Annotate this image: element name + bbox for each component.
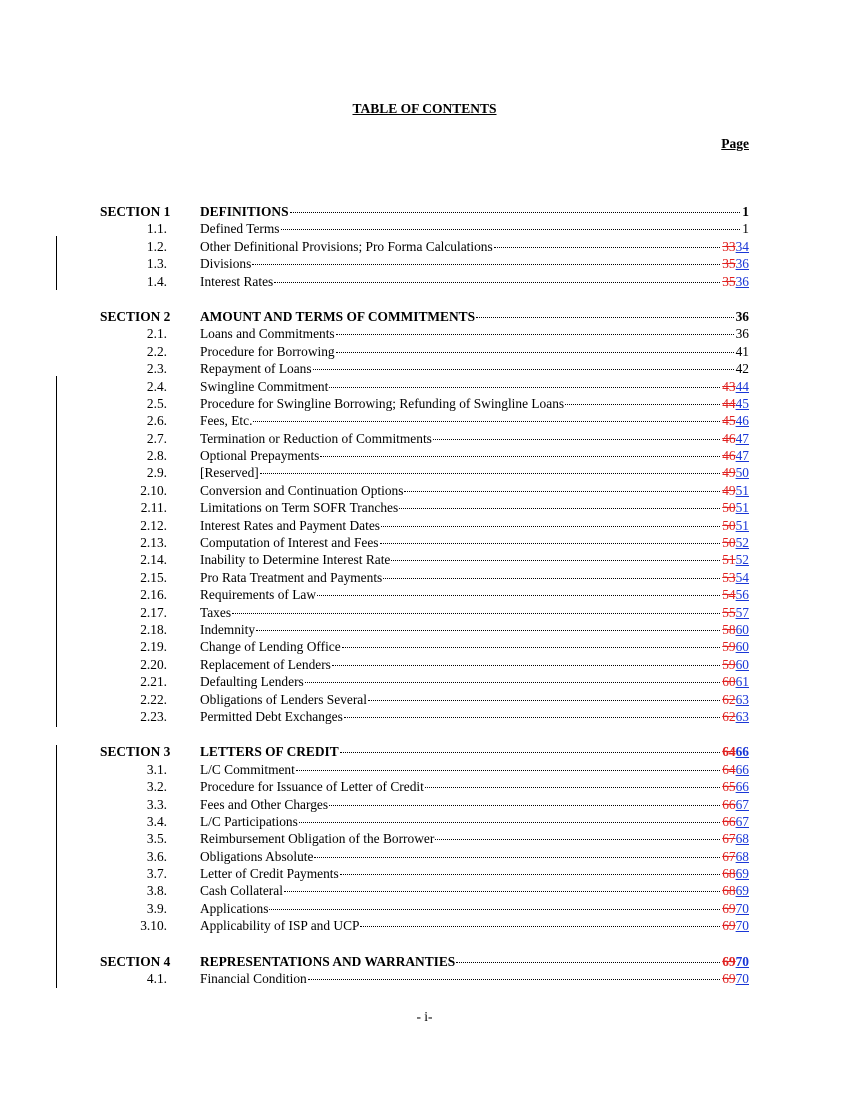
- page-title: TABLE OF CONTENTS: [352, 101, 497, 116]
- deleted-page-number: 55: [722, 604, 736, 620]
- toc-entry-row[interactable]: [100, 796, 749, 813]
- page-number[interactable]: 41: [735, 343, 749, 359]
- entry-title[interactable]: Procedure for Issuance of Letter of Credit: [200, 779, 424, 795]
- entry-title[interactable]: Reimbursement Obligation of the Borrower: [200, 831, 435, 847]
- page-number[interactable]: [722, 447, 749, 464]
- toc-entry-row[interactable]: [100, 430, 749, 447]
- entry-title[interactable]: Letter of Credit Payments: [200, 866, 339, 882]
- deleted-page-number: 49: [722, 482, 736, 498]
- page-number[interactable]: [722, 743, 749, 760]
- toc-entry-row[interactable]: [100, 778, 749, 795]
- entry-title[interactable]: Applications: [200, 900, 269, 916]
- section-number: SECTION 1: [100, 204, 171, 219]
- entry-title[interactable]: Divisions: [200, 256, 252, 272]
- deleted-page-number: 60: [722, 674, 736, 690]
- entry-title[interactable]: Requirements of Law: [200, 587, 317, 603]
- entry-title[interactable]: Inability to Determine Interest Rate: [200, 552, 391, 568]
- inserted-page-number[interactable]: 36: [735, 273, 749, 289]
- section-number: SECTION 3: [100, 744, 171, 760]
- page-number[interactable]: [722, 830, 749, 847]
- section-title[interactable]: LETTERS OF CREDIT: [200, 744, 339, 760]
- deleted-page-number: 45: [722, 413, 736, 429]
- toc-entry-row[interactable]: [100, 673, 749, 690]
- entry-title[interactable]: Cash Collateral: [200, 883, 283, 899]
- toc-entry-row[interactable]: [100, 830, 749, 847]
- toc-section-row[interactable]: [100, 953, 749, 970]
- page-number[interactable]: [722, 604, 749, 621]
- toc-entry-row[interactable]: [100, 656, 749, 673]
- deleted-page-number: 59: [722, 656, 736, 672]
- entry-number: 2.4.: [146, 378, 167, 394]
- entry-number: 3.10.: [140, 918, 167, 934]
- entry-title[interactable]: Loans and Commitments: [200, 326, 335, 342]
- inserted-page-number[interactable]: 44: [735, 378, 749, 394]
- inserted-page-number[interactable]: 46: [735, 413, 749, 429]
- entry-title[interactable]: Obligations of Lenders Several: [200, 691, 367, 707]
- inserted-page-number[interactable]: 51: [735, 500, 749, 516]
- toc-entry-row[interactable]: [100, 900, 749, 917]
- page-number[interactable]: [722, 778, 749, 795]
- entry-number: 2.15.: [140, 569, 167, 585]
- page-number[interactable]: 1: [742, 204, 749, 219]
- page-number[interactable]: [722, 813, 749, 830]
- entry-number: 2.5.: [146, 395, 167, 411]
- page-number[interactable]: [722, 586, 749, 603]
- entry-number: 2.23.: [140, 708, 167, 724]
- inserted-page-number[interactable]: 70: [735, 900, 749, 916]
- toc-section-row[interactable]: [100, 203, 749, 220]
- entry-title[interactable]: Limitations on Term SOFR Tranches: [200, 500, 399, 516]
- dot-leader: [290, 212, 741, 213]
- deleted-page-number: 69: [722, 953, 736, 969]
- dot-leader: [476, 317, 734, 318]
- deleted-page-number: 62: [722, 691, 736, 707]
- toc-entry-row[interactable]: [100, 220, 749, 237]
- inserted-page-number[interactable]: 45: [735, 395, 749, 411]
- toc-entry-row[interactable]: [100, 761, 749, 778]
- deleted-page-number: 50: [722, 517, 736, 533]
- page-number[interactable]: [722, 395, 749, 412]
- page-number[interactable]: [722, 882, 749, 899]
- toc-section: [100, 953, 749, 988]
- entry-title[interactable]: Termination or Reduction of Commitments: [200, 430, 432, 446]
- toc-entry-row[interactable]: [100, 325, 749, 342]
- dot-leader: [404, 491, 720, 492]
- inserted-page-number[interactable]: 34: [735, 238, 749, 254]
- inserted-page-number[interactable]: 69: [735, 883, 749, 899]
- page-number[interactable]: [722, 691, 749, 708]
- entry-title[interactable]: Interest Rates: [200, 273, 274, 289]
- page-number[interactable]: [722, 238, 749, 255]
- entry-title[interactable]: Procedure for Borrowing: [200, 343, 335, 359]
- dot-leader: [314, 857, 720, 858]
- entry-number: 3.5.: [146, 831, 167, 847]
- dot-leader: [425, 787, 720, 788]
- deleted-page-number: 59: [722, 639, 736, 655]
- dot-leader: [253, 421, 720, 422]
- page-number[interactable]: [722, 761, 749, 778]
- deleted-page-number: 67: [722, 848, 736, 864]
- entry-title[interactable]: Conversion and Continuation Options: [200, 482, 404, 498]
- entry-number: 3.3.: [146, 796, 167, 812]
- toc-entry-row[interactable]: [100, 708, 749, 725]
- toc-entry-row[interactable]: [100, 517, 749, 534]
- dot-leader: [342, 647, 721, 648]
- entry-title[interactable]: Procedure for Swingline Borrowing; Refunding of Swingline Loans: [200, 395, 565, 411]
- inserted-page-number[interactable]: 69: [735, 866, 749, 882]
- entry-number: 3.8.: [146, 883, 167, 899]
- page-number[interactable]: [722, 534, 749, 551]
- entry-number: 2.10.: [140, 482, 167, 498]
- dot-leader: [360, 926, 720, 927]
- entry-title[interactable]: Replacement of Lenders: [200, 656, 331, 672]
- entry-number: 2.19.: [140, 639, 167, 655]
- deleted-page-number: 66: [722, 813, 736, 829]
- deleted-page-number: 65: [722, 779, 736, 795]
- toc-entry-row[interactable]: [100, 534, 749, 551]
- page-number[interactable]: [722, 970, 749, 987]
- inserted-page-number[interactable]: 57: [735, 604, 749, 620]
- toc-entry-row[interactable]: [100, 917, 749, 934]
- entry-number: 2.8.: [146, 448, 167, 464]
- page-number[interactable]: [722, 900, 749, 917]
- inserted-page-number[interactable]: 70: [735, 953, 749, 969]
- inserted-page-number[interactable]: 60: [735, 621, 749, 637]
- dot-leader: [281, 229, 741, 230]
- toc-entry-row[interactable]: [100, 412, 749, 429]
- inserted-page-number[interactable]: 63: [735, 691, 749, 707]
- inserted-page-number[interactable]: 54: [735, 569, 749, 585]
- deleted-page-number: 69: [722, 971, 736, 987]
- dot-leader: [344, 717, 720, 718]
- entry-number: 2.12.: [140, 517, 167, 533]
- entry-number: 3.1.: [146, 761, 167, 777]
- toc-entry-row[interactable]: [100, 551, 749, 568]
- entry-title[interactable]: Taxes: [200, 604, 232, 620]
- entry-number: 2.11.: [140, 500, 167, 516]
- toc-entry-row[interactable]: [100, 586, 749, 603]
- inserted-page-number[interactable]: 63: [735, 708, 749, 724]
- entry-number: 2.1.: [146, 326, 167, 342]
- entry-title[interactable]: Pro Rata Treatment and Payments: [200, 569, 383, 585]
- toc-entry-row[interactable]: [100, 604, 749, 621]
- dot-leader: [399, 508, 720, 509]
- toc-entry-row[interactable]: [100, 882, 749, 899]
- entry-title[interactable]: Change of Lending Office: [200, 639, 341, 655]
- toc-entry-row[interactable]: [100, 638, 749, 655]
- entry-number: 1.4.: [146, 273, 167, 289]
- deleted-page-number: 69: [722, 918, 736, 934]
- page-number[interactable]: [722, 255, 749, 272]
- section-number: SECTION 2: [100, 308, 171, 324]
- deleted-page-number: 64: [722, 761, 736, 777]
- page-number[interactable]: [722, 378, 749, 395]
- page-number[interactable]: [722, 412, 749, 429]
- toc-entry-row[interactable]: [100, 273, 749, 290]
- entry-number: 2.2.: [146, 343, 167, 359]
- page-number[interactable]: [722, 517, 749, 534]
- dot-leader: [313, 369, 734, 370]
- entry-title[interactable]: Interest Rates and Payment Dates: [200, 517, 380, 533]
- entry-number: 2.7.: [146, 430, 167, 446]
- dot-leader: [317, 595, 720, 596]
- page-number[interactable]: [722, 464, 749, 481]
- page-number[interactable]: [722, 638, 749, 655]
- deleted-page-number: 49: [722, 465, 736, 481]
- page-number-footer: - i-: [416, 1009, 433, 1024]
- inserted-page-number[interactable]: 56: [735, 587, 749, 603]
- dot-leader: [368, 700, 720, 701]
- dot-leader: [565, 404, 720, 405]
- toc-entry-row[interactable]: [100, 447, 749, 464]
- dot-leader: [329, 805, 720, 806]
- entry-title[interactable]: Financial Condition: [200, 971, 307, 987]
- page-number[interactable]: 36: [735, 308, 749, 324]
- entry-title[interactable]: L/C Participations: [200, 813, 298, 829]
- page-number[interactable]: 42: [735, 361, 749, 377]
- entry-number: 2.14.: [140, 552, 167, 568]
- change-bar: [56, 745, 57, 988]
- page-number[interactable]: [722, 273, 749, 290]
- toc-section-row[interactable]: [100, 308, 749, 325]
- page-number[interactable]: [722, 673, 749, 690]
- inserted-page-number[interactable]: 67: [735, 813, 749, 829]
- section-title[interactable]: REPRESENTATIONS AND WARRANTIES: [200, 953, 456, 969]
- dot-leader: [391, 560, 720, 561]
- page-number[interactable]: 36: [735, 326, 749, 342]
- page-number[interactable]: [722, 430, 749, 447]
- page-number[interactable]: [722, 621, 749, 638]
- toc-entry-row[interactable]: [100, 464, 749, 481]
- inserted-page-number[interactable]: 47: [735, 448, 749, 464]
- entry-number: 2.13.: [140, 535, 167, 551]
- page-number[interactable]: 1: [742, 221, 749, 237]
- entry-title[interactable]: Fees and Other Charges: [200, 796, 329, 812]
- dot-leader: [269, 909, 720, 910]
- toc-entry-row[interactable]: [100, 395, 749, 412]
- entry-number: 2.21.: [140, 674, 167, 690]
- dot-leader: [252, 264, 720, 265]
- deleted-page-number: 67: [722, 831, 736, 847]
- page-number[interactable]: [722, 482, 749, 499]
- toc-entry-row[interactable]: [100, 569, 749, 586]
- entry-number: 3.6.: [146, 848, 167, 864]
- entry-number: 3.2.: [146, 779, 167, 795]
- inserted-page-number[interactable]: 61: [735, 674, 749, 690]
- toc-entry-row[interactable]: [100, 499, 749, 516]
- dot-leader: [308, 979, 720, 980]
- deleted-page-number: 44: [722, 395, 736, 411]
- page-number[interactable]: [722, 848, 749, 865]
- page-number[interactable]: [722, 569, 749, 586]
- inserted-page-number[interactable]: 66: [735, 744, 749, 760]
- deleted-page-number: 54: [722, 587, 736, 603]
- entry-number: 3.9.: [146, 900, 167, 916]
- deleted-page-number: 68: [722, 883, 736, 899]
- deleted-page-number: 51: [722, 552, 736, 568]
- deleted-page-number: 64: [722, 744, 736, 760]
- change-bar: [56, 236, 57, 290]
- deleted-page-number: 43: [722, 378, 736, 394]
- inserted-page-number[interactable]: 36: [735, 256, 749, 272]
- toc-section: [100, 743, 749, 934]
- dot-leader: [256, 630, 720, 631]
- page-number[interactable]: [722, 953, 749, 970]
- inserted-page-number[interactable]: 50: [735, 465, 749, 481]
- deleted-page-number: 68: [722, 866, 736, 882]
- page-number[interactable]: [722, 865, 749, 882]
- inserted-page-number[interactable]: 66: [735, 761, 749, 777]
- toc-entry-row[interactable]: [100, 378, 749, 395]
- entry-title[interactable]: Indemnity: [200, 621, 256, 637]
- entry-number: 1.3.: [146, 256, 167, 272]
- entry-title[interactable]: Computation of Interest and Fees: [200, 535, 379, 551]
- toc-section: [100, 308, 749, 725]
- toc-entry-row[interactable]: [100, 813, 749, 830]
- dot-leader: [336, 352, 734, 353]
- inserted-page-number[interactable]: 52: [735, 535, 749, 551]
- dot-leader: [383, 578, 720, 579]
- change-bar: [56, 376, 57, 727]
- entry-number: 3.7.: [146, 866, 167, 882]
- toc-entry-row[interactable]: [100, 360, 749, 377]
- entry-number: 2.22.: [140, 691, 167, 707]
- dot-leader: [296, 770, 720, 771]
- inserted-page-number[interactable]: 66: [735, 779, 749, 795]
- inserted-page-number[interactable]: 52: [735, 552, 749, 568]
- entry-number: 2.9.: [146, 465, 167, 481]
- inserted-page-number[interactable]: 70: [735, 971, 749, 987]
- dot-leader: [380, 543, 721, 544]
- inserted-page-number[interactable]: 60: [735, 656, 749, 672]
- deleted-page-number: 50: [722, 535, 736, 551]
- toc-entry-row[interactable]: [100, 621, 749, 638]
- dot-leader: [332, 665, 720, 666]
- deleted-page-number: 58: [722, 621, 736, 637]
- section-title[interactable]: DEFINITIONS: [200, 204, 289, 219]
- page-number[interactable]: [722, 499, 749, 516]
- inserted-page-number[interactable]: 68: [735, 831, 749, 847]
- entry-number: 2.3.: [146, 361, 167, 377]
- deleted-page-number: 50: [722, 500, 736, 516]
- deleted-page-number: 35: [722, 273, 736, 289]
- page-number[interactable]: [722, 796, 749, 813]
- entry-number: 2.18.: [140, 621, 167, 637]
- entry-title[interactable]: Other Definitional Provisions; Pro Forma Calculations: [200, 238, 493, 254]
- inserted-page-number[interactable]: 68: [735, 848, 749, 864]
- section-title[interactable]: AMOUNT AND TERMS OF COMMITMENTS: [200, 308, 476, 324]
- toc-entry-row[interactable]: [100, 691, 749, 708]
- toc-entry-row[interactable]: [100, 238, 749, 255]
- entry-title[interactable]: Applicability of ISP and UCP: [200, 918, 360, 934]
- page-column-label: Page: [721, 136, 749, 151]
- deleted-page-number: 46: [722, 448, 736, 464]
- dot-leader: [284, 891, 720, 892]
- toc-entry-row[interactable]: [100, 970, 749, 987]
- toc-section-row[interactable]: [100, 743, 749, 760]
- dot-leader: [435, 839, 720, 840]
- toc-entry-row[interactable]: [100, 482, 749, 499]
- dot-leader: [299, 822, 720, 823]
- toc-entry-row[interactable]: [100, 865, 749, 882]
- dot-leader: [433, 439, 720, 440]
- entry-number: 1.1.: [146, 221, 167, 237]
- deleted-page-number: 35: [722, 256, 736, 272]
- entry-title[interactable]: Repayment of Loans: [200, 361, 312, 377]
- inserted-page-number[interactable]: 70: [735, 918, 749, 934]
- deleted-page-number: 46: [722, 430, 736, 446]
- entry-number: 2.17.: [140, 604, 167, 620]
- toc-entry-row[interactable]: [100, 343, 749, 360]
- page-number[interactable]: [722, 708, 749, 725]
- dot-leader: [274, 282, 720, 283]
- entry-title[interactable]: Permitted Debt Exchanges: [200, 708, 343, 724]
- inserted-page-number[interactable]: 67: [735, 796, 749, 812]
- dot-leader: [320, 456, 720, 457]
- entry-title[interactable]: Defined Terms: [200, 221, 280, 237]
- entry-title[interactable]: Swingline Commitment: [200, 378, 329, 394]
- toc-entry-row[interactable]: [100, 255, 749, 272]
- inserted-page-number[interactable]: 60: [735, 639, 749, 655]
- entry-number: 2.20.: [140, 656, 167, 672]
- dot-leader: [232, 613, 720, 614]
- entry-number: 1.2.: [146, 238, 167, 254]
- page-number[interactable]: [722, 656, 749, 673]
- page-number[interactable]: [722, 551, 749, 568]
- dot-leader: [305, 682, 720, 683]
- entry-number: 2.16.: [140, 587, 167, 603]
- deleted-page-number: 62: [722, 708, 736, 724]
- entry-title[interactable]: Fees, Etc.: [200, 413, 253, 429]
- deleted-page-number: 69: [722, 900, 736, 916]
- table-of-contents: [100, 203, 749, 1005]
- dot-leader: [329, 387, 720, 388]
- toc-entry-row[interactable]: [100, 848, 749, 865]
- entry-title[interactable]: Optional Prepayments: [200, 448, 320, 464]
- section-number: SECTION 4: [100, 953, 171, 969]
- dot-leader: [494, 247, 721, 248]
- dot-leader: [336, 334, 734, 335]
- page-number[interactable]: [722, 917, 749, 934]
- dot-leader: [340, 874, 721, 875]
- dot-leader: [381, 526, 720, 527]
- entry-title[interactable]: L/C Commitment: [200, 761, 295, 777]
- deleted-page-number: 33: [722, 238, 736, 254]
- entry-title[interactable]: Obligations Absolute: [200, 848, 314, 864]
- dot-leader: [260, 473, 720, 474]
- entry-title[interactable]: Defaulting Lenders: [200, 674, 304, 690]
- inserted-page-number[interactable]: 51: [735, 482, 749, 498]
- entry-number: 3.4.: [146, 813, 167, 829]
- inserted-page-number[interactable]: 47: [735, 430, 749, 446]
- entry-number: 4.1.: [146, 971, 167, 987]
- inserted-page-number[interactable]: 51: [735, 517, 749, 533]
- entry-number: 2.6.: [146, 413, 167, 429]
- dot-leader: [456, 962, 720, 963]
- entry-title[interactable]: [Reserved]: [200, 465, 259, 481]
- dot-leader: [340, 752, 721, 753]
- deleted-page-number: 53: [722, 569, 736, 585]
- toc-section: [100, 203, 749, 290]
- deleted-page-number: 66: [722, 796, 736, 812]
